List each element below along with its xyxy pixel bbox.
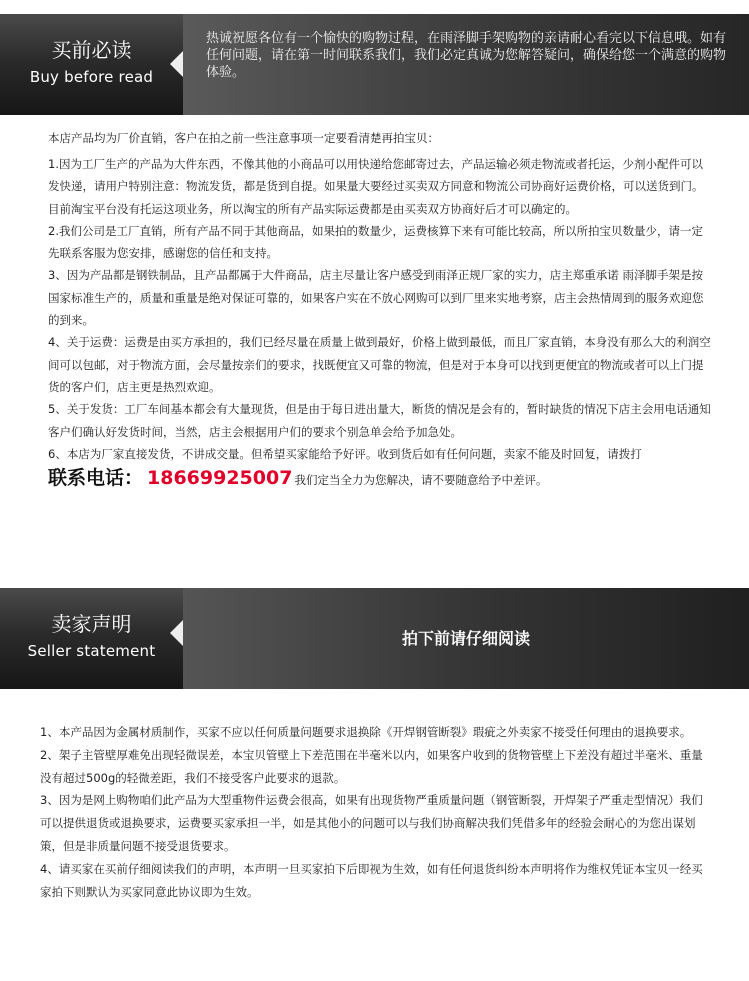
- seller-statement-banner: [0, 588, 749, 689]
- banner-title-en: Seller statement: [27, 642, 156, 660]
- banner-tab: [0, 588, 183, 689]
- notice-item: 3、因为产品都是钢铁制品，且产品都属于大件商品，店主尽量让客户感受到雨泽正规厂家的实力，店主郑重承诺 雨泽脚手架是按国家标准生产的，质量和重量是绝对保证可靠的，如果客户实在不放心网购可以到厂里来实地考察，店主会热情周到的服务欢迎您的到来。: [48, 268, 704, 328]
- statement-item: 2、架子主管壁厚难免出现轻微误差，本宝贝管壁上下差范围在半毫米以内，如果客户收到的货物管壁上下差没有超过半毫米、重量没有超过500g的轻微差距，我们不接受客户此要求的退款。: [40, 747, 703, 785]
- banner-notch: [170, 51, 183, 77]
- banner-title-cn: 买前必读: [51, 38, 132, 62]
- statement-item: 4、请买家在买前仔细阅读我们的声明，本声明一旦买家拍下后即视为生效，如有任何退货纠纷本声明将作为维权凭证本宝贝一经买家拍下则默认为买家同意此协议即为生效。: [40, 861, 703, 899]
- statement-item: 3、因为是网上购物咱们此产品为大型重物件运费会很高，如果有出现货物严重质量问题（钢管断裂，开焊架子严重走型情况）我们可以提供退货或退换要求，运费要买家承担一半，如是其他小的问题可以与我们协商解决我们凭借多年的经验会耐心的为您出谋划策，但是非质量问题不接受退货要求。: [40, 793, 703, 853]
- contact-phone-row: [48, 463, 712, 495]
- buy-before-read-banner: [0, 14, 749, 115]
- notice-item: 6、本店为厂家直接发货，不讲成交量。但希望买家能给予好评。收到货后如有任何问题，卖家不能及时回复，请拨打: [48, 446, 642, 461]
- notice-item: 2.我们公司是工厂直销，所有产品不同于其他商品，如果拍的数量少，运费核算下来有可能比较高，所以所拍宝贝数量少，请一定先联系客服为您安排，感谢您的信任和支持。: [48, 223, 703, 261]
- banner-notch: [170, 620, 183, 646]
- contact-phone-number[interactable]: 18669925007: [147, 467, 293, 490]
- statement-item: 1、本产品因为金属材质制作，买家不应以任何质量问题要求退换除《开焊钢管断裂》瑕疵之外卖家不接受任何理由的退换要求。: [40, 725, 692, 739]
- notice-section: [48, 128, 712, 495]
- notice-item: 5、关于发货：工厂车间基本都会有大量现货，但是由于每日进出量大，断货的情况是会有的，暂时缺货的情况下店主会用电话通知客户们确认好发货时间，当然，店主会根据用户们的要求个别急单会给予加急处。: [48, 402, 711, 439]
- banner-tab: [0, 14, 183, 115]
- notice-item: 4、关于运费：运费是由买方承担的，我们已经尽量在质量上做到最好，价格上做到最低，而且厂家直销，本身没有那么大的利润空间可以包邮，对于物流方面，会尽量按亲们的要求，找既便宜又可靠的物流，但是对于本身可以找到更便宜的物流或者可以上门提货的客户们，店主更是热烈欢迎。: [48, 335, 711, 394]
- contact-phone-note: 我们定当全力为您解决，请不要随意给予中差评。: [294, 473, 548, 488]
- read-carefully-title: 拍下前请仔细阅读: [401, 629, 530, 648]
- banner-title-cn: 卖家声明: [51, 612, 132, 636]
- banner-title-en: Buy before read: [29, 68, 154, 86]
- notice-lead: 本店产品均为厂价直销，客户在拍之前一些注意事项一定要看清楚再拍宝贝：: [48, 131, 439, 145]
- contact-phone-label: 联系电话：: [48, 467, 144, 490]
- banner-intro-text: 热诚祝愿各位有一个愉快的购物过程，在雨泽脚手架购物的亲请耐心看完以下信息哦。如有任何问题，请在第一时间联系我们，我们必定真诚为您解答疑问，确保给您一个满意的购物体验。: [206, 31, 727, 80]
- seller-statement-section: [40, 721, 712, 903]
- notice-item: 1.因为工厂生产的产品为大件东西，不像其他的小商品可以用快递给您邮寄过去，产品运输必须走物流或者托运，少剂小配件可以发快递，请用户特别注意：物流发货，都是货到自提。如果量大要经过买卖双方同意和物流公司协商好运费价格，可以送货到门。目前淘宝平台没有托运这项业务，所以淘宝的所有产品实际运费都是由买卖双方协商好后才可以确定的。: [48, 157, 704, 216]
